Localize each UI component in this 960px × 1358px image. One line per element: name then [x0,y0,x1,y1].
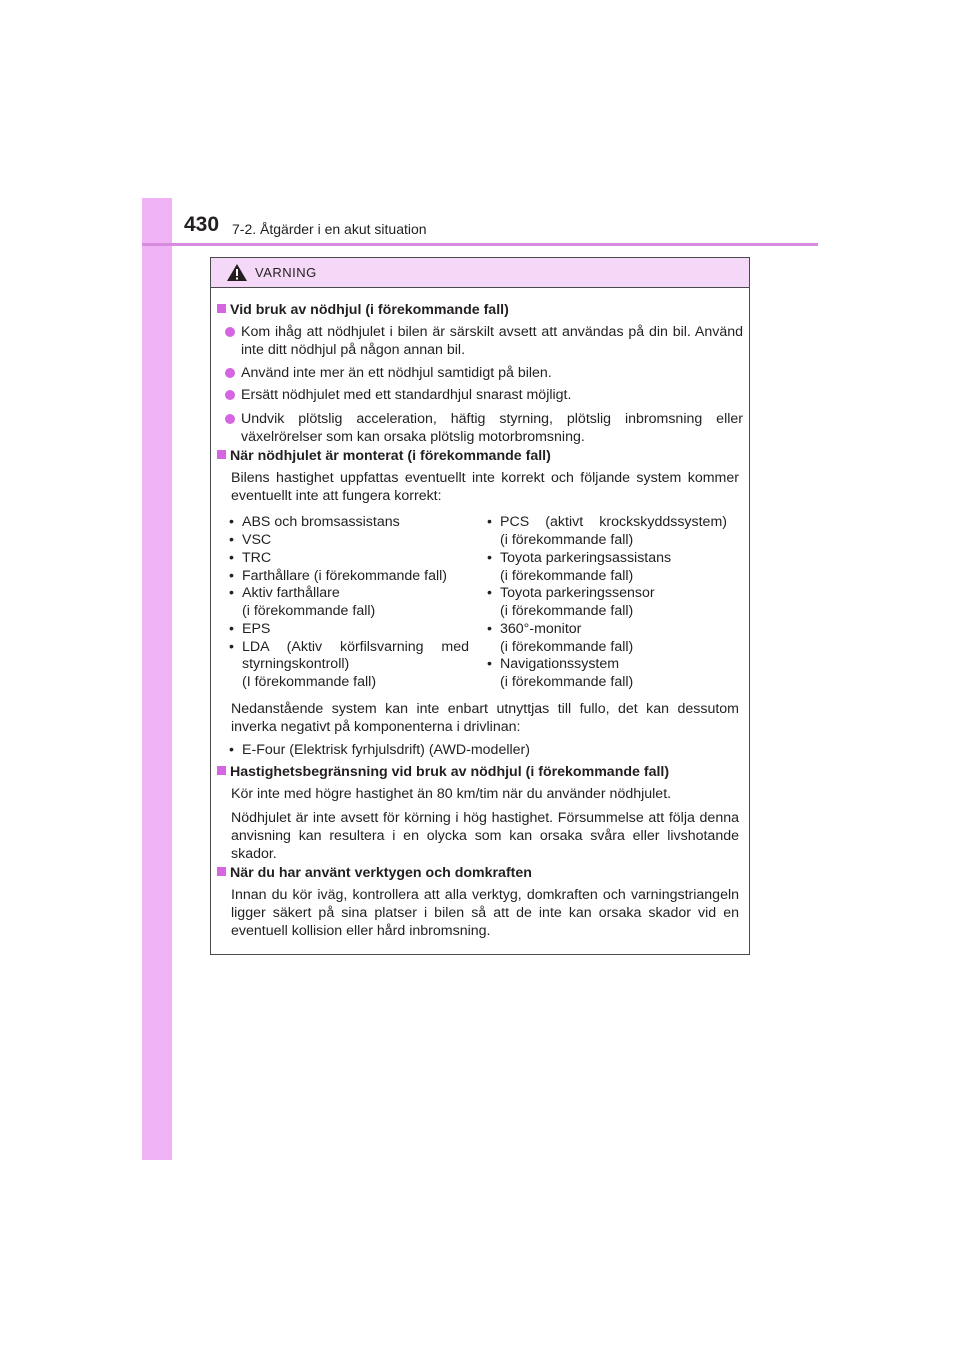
square-bullet-icon [217,450,226,459]
round-bullet-icon [225,327,235,337]
section-title: 7-2. Åtgärder i en akut situation [232,221,427,237]
list-item: • E-Four (Elektrisk fyrhjulsdrift) (AWD-modeller) [229,742,530,758]
section-heading: När du har använt verktygen och domkraften [217,864,532,882]
warning-item: Undvik plötslig acceleration, häftig styrning, plötslig inbromsning eller växelrörelser som kan orsaka plötslig motorbromsning. [241,411,743,445]
list-item: • PCS (aktivt krockskyddssystem) [487,514,727,530]
warning-triangle-icon [226,263,248,282]
list-item: • TRC [229,550,272,566]
list-item-continuation: (I förekommande fall) [242,674,377,690]
header-rule [142,243,818,246]
section-paragraph: Nödhjulet är inte avsett för körning i hög hastighet. Försummelse att följa denna anvisning kan resultera i en olycka som kan orsaka svåra eller livshotande skador. [231,810,739,862]
section-outro: Nedanstående system kan inte enbart utnyttjas till fullo, det kan dessutom inverka negativt på komponenterna i drivlinan: [231,701,739,735]
warning-item: Kom ihåg att nödhjulet i bilen är särskilt avsett att användas på din bil. Använd inte ditt nödhjul på någon annan bil. [241,324,743,358]
list-item: • EPS [229,621,271,637]
section-paragraph: Kör inte med högre hastighet än 80 km/tim när du använder nödhjulet. [231,786,672,802]
section-paragraph: Innan du kör iväg, kontrollera att alla verktyg, domkraften och varningstriangeln ligger säkert på sina platser i bilen så att de inte kan orsaka skador vid en eventuell kollision eller hård inbromsning. [231,887,739,939]
list-item: • Navigationssystem [487,656,620,672]
list-item: • Aktiv farthållare [229,585,340,601]
warning-header [211,258,749,288]
section-heading: Vid bruk av nödhjul (i förekommande fall) [217,301,509,319]
round-bullet-icon [225,414,235,424]
list-item-continuation: (i förekommande fall) [500,674,634,690]
chapter-side-bar [142,198,172,1160]
warning-label: VARNING [255,265,317,280]
section-heading: Hastighetsbegränsning vid bruk av nödhjul (i förekommande fall) [217,763,669,781]
section-intro: Bilens hastighet uppfattas eventuellt inte korrekt och följande system kommer eventuellt inte att fungera korrekt: [231,470,739,504]
square-bullet-icon [217,304,226,313]
warning-item: Använd inte mer än ett nödhjul samtidigt på bilen. [241,365,552,381]
warning-box [210,257,750,955]
list-item: • LDA (Aktiv körfilsvarning med [229,639,469,655]
list-item: • Farthållare (i förekommande fall) [229,568,448,584]
list-item: • VSC [229,532,272,548]
list-item-continuation: (i förekommande fall) [500,532,634,548]
square-bullet-icon [217,867,226,876]
list-item-continuation: (i förekommande fall) [500,603,634,619]
list-item: • 360°-monitor [487,621,582,637]
warning-item: Ersätt nödhjulet med ett standardhjul snarast möjligt. [241,387,572,403]
page-number: 430 [184,213,220,236]
list-item-continuation: (i förekommande fall) [500,568,634,584]
list-item: • Toyota parkeringsassistans [487,550,672,566]
list-item: • ABS och bromsassistans [229,514,400,530]
list-item-continuation: (i förekommande fall) [242,603,376,619]
list-item-continuation: (i förekommande fall) [500,639,634,655]
section-heading: När nödhjulet är monterat (i förekommande fall) [217,447,551,465]
list-item-continuation: styrningskontroll) [242,656,350,672]
round-bullet-icon [225,390,235,400]
round-bullet-icon [225,368,235,378]
square-bullet-icon [217,766,226,775]
list-item: • Toyota parkeringssensor [487,585,655,601]
